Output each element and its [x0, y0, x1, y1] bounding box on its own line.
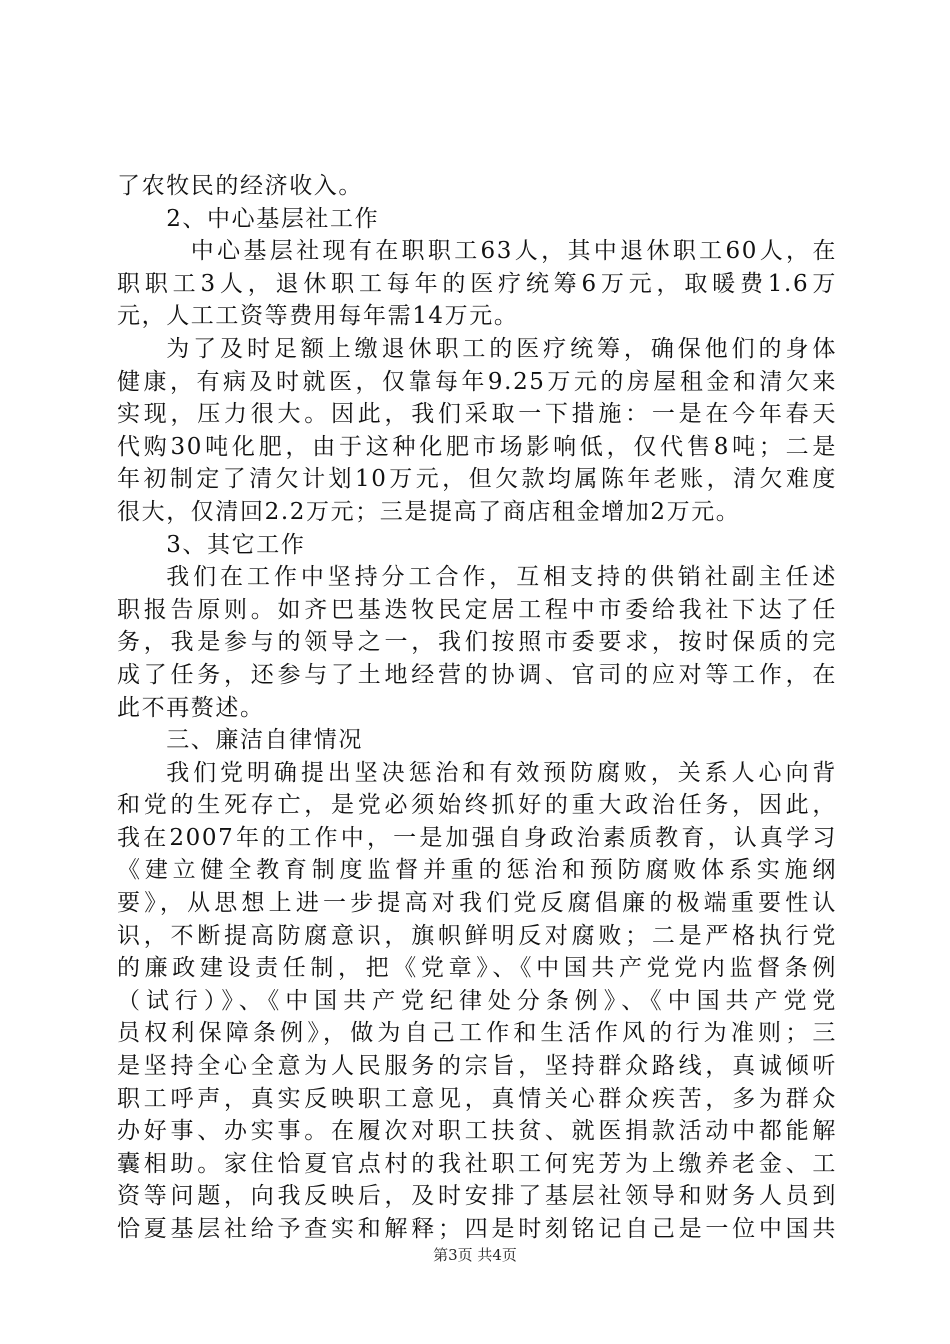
text-line: 了农牧民的经济收入。	[117, 173, 363, 199]
text-line: 员权利保障条例》，做为自己工作和生活作风的行为准则；三	[117, 1020, 837, 1047]
text-line: 年初制定了清欠计划10万元，但欠款均属陈年老账，清欠难度	[117, 466, 837, 493]
text-line: 办好事、办实事。在履次对职工扶贫、就医捐款活动中都能解	[117, 1118, 837, 1145]
text-line: 成了任务，还参与了土地经营的协调、官司的应对等工作，在	[117, 661, 837, 688]
text-line: 是坚持全心全意为人民服务的宗旨，坚持群众路线，真诚倾听	[117, 1053, 837, 1080]
text-line: 很大，仅清回2.2万元；三是提高了商店租金增加2万元。	[117, 498, 741, 525]
text-line: 恰夏基层社给予查实和解释；四是时刻铭记自己是一位中国共	[117, 1216, 837, 1242]
text-line: 职工呼声，真实反映职工意见，真情关心群众疾苦，多为群众	[117, 1085, 837, 1112]
text-line: 2、中心基层社工作	[166, 205, 380, 232]
text-line: 职报告原则。如齐巴基迭牧民定居工程中市委给我社下达了任	[117, 596, 837, 623]
text-line: 识，不断提高防腐意识，旗帜鲜明反对腐败；二是严格执行党	[117, 922, 837, 949]
text-line: 《建立健全教育制度监督并重的惩治和预防腐败体系实施纲	[117, 857, 837, 884]
text-line: 3、其它工作	[166, 531, 306, 558]
text-line: 和党的生死存亡，是党必须始终抓好的重大政治任务，因此，	[117, 792, 837, 819]
text-line: 元，人工工资等费用每年需14万元。	[117, 303, 519, 330]
text-line: （试行）》、《中国共产党纪律处分条例》、《中国共产党党	[117, 987, 837, 1014]
text-line: 三、廉洁自律情况	[166, 727, 363, 754]
text-line: 要》，从思想上进一步提高对我们党反腐倡廉的极端重要性认	[117, 890, 837, 917]
text-line: 健康，有病及时就医，仅靠每年9.25万元的房屋租金和清欠来	[117, 368, 837, 395]
text-line: 代购30吨化肥，由于这种化肥市场影响低，仅代售8吨；二是	[117, 433, 837, 460]
text-line: 我在2007年的工作中，一是加强自身政治素质教育，认真学习	[117, 824, 837, 851]
text-line: 中心基层社现有在职职工63人，其中退休职工60人，在	[190, 238, 837, 265]
text-line: 资等问题，向我反映后，及时安排了基层社领导和财务人员到	[117, 1183, 837, 1210]
text-line: 我们党明确提出坚决惩治和有效预防腐败，关系人心向背	[166, 759, 837, 786]
text-line: 为了及时足额上缴退休职工的医疗统筹，确保他们的身体	[166, 335, 837, 362]
text-line: 实现，压力很大。因此，我们采取一下措施：一是在今年春天	[117, 401, 837, 428]
text-line: 囊相助。家住恰夏官点村的我社职工何宪芳为上缴养老金、工	[117, 1150, 837, 1177]
text-line: 此不再赘述。	[117, 694, 265, 721]
text-line: 务，我是参与的领导之一，我们按照市委要求，按时保质的完	[117, 629, 837, 656]
text-line: 的廉政建设责任制，把《党章》、《中国共产党党内监督条例	[117, 955, 837, 982]
text-line: 我们在工作中坚持分工合作，互相支持的供销社副主任述	[166, 564, 837, 591]
document-body	[117, 170, 837, 1246]
text-line: 职职工3人，退休职工每年的医疗统筹6万元，取暖费1.6万	[117, 270, 837, 297]
page-footer: 第3页 共4页	[433, 1246, 517, 1264]
